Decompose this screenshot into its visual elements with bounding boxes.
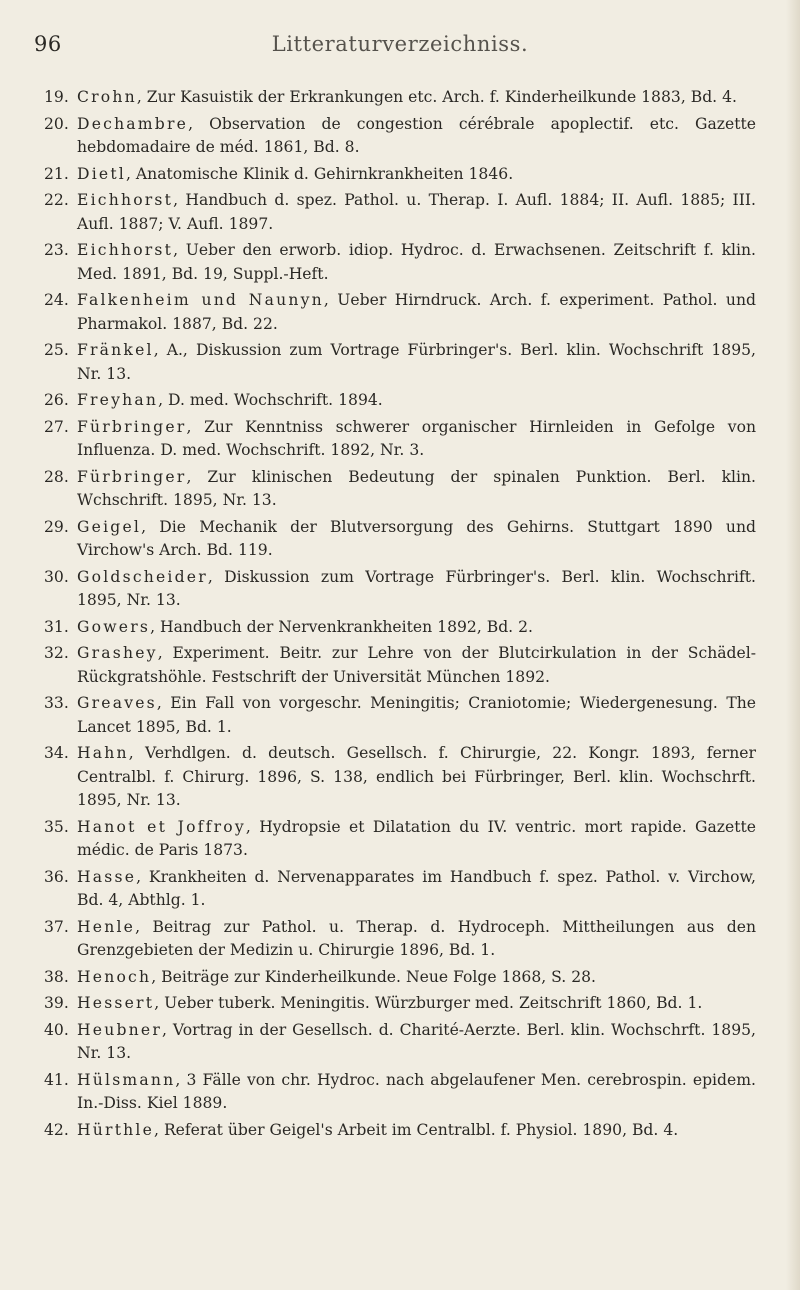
entry-number: 30. [44,567,69,586]
entry-author: Greaves [77,694,157,713]
entry-number: 29. [44,517,69,536]
entry-text: , Ein Fall von vorgeschr. Meningitis; Craniotomie; Wiedergenesung. The Lancet 1895, Bd. 1. [77,694,756,736]
entry-text: , Anatomische Klinik d. Gehirnkrankheiten 1846. [125,164,514,183]
entry-number: 35. [44,817,69,836]
entry-number: 24. [44,291,69,310]
entry-number: 22. [44,191,69,210]
entry-author: Fürbringer [77,417,187,436]
page-number: 96 [34,32,62,56]
bibliography-entry [44,1019,756,1066]
entry-number: 34. [44,744,69,763]
entry-text: , Referat über Geigel's Arbeit im Centralbl. f. Physiol. 1890, Bd. 4. [154,1120,679,1139]
bibliography-entry [44,339,756,386]
bibliography-entry [44,189,756,236]
running-title: Litteraturverzeichniss. [271,32,529,56]
entry-number: 33. [44,694,69,713]
bibliography-entry [44,816,756,863]
bibliography-entry [44,566,756,613]
entry-text: , Diskussion zum Vortrage Fürbringer's. Berl. klin. Wochschrift. 1895, Nr. 13. [77,567,756,610]
entry-number: 20. [44,114,69,133]
page-edge-shadow [786,0,800,1290]
entry-text: , 3 Fälle von chr. Hydroc. nach abgelaufener Men. cerebrospin. epidem. In.-Diss. Kiel 1889. [77,1070,756,1113]
entry-text: , Experiment. Beitr. zur Lehre von der Blutcirkulation in der Schädel-Rückgratshöhle. Festschrift der Universität München 1892. [77,644,756,686]
entry-number: 26. [44,391,69,410]
bibliography-entry [44,1119,756,1142]
bibliography-entry [44,416,756,463]
bibliography-entry [44,966,756,989]
bibliography-entry [44,642,756,689]
entry-number: 42. [44,1120,69,1139]
entry-author: Fränkel [77,341,154,360]
entry-author: Heubner [77,1020,162,1039]
entry-text: , Handbuch der Nervenkrankheiten 1892, Bd. 2. [150,617,533,636]
entry-author: Hürthle [77,1120,155,1139]
entry-text: , Beiträge zur Kinderheilkunde. Neue Folge 1868, S. 28. [151,967,596,986]
bibliography-entry [44,866,756,913]
bibliography-list [44,86,756,1146]
bibliography-entry [44,466,756,513]
entry-number: 37. [44,917,69,936]
entry-text: , Ueber Hirndruck. Arch. f. experiment. Pathol. und Pharmakol. 1887, Bd. 22. [77,291,756,333]
entry-number: 41. [44,1070,69,1089]
bibliography-entry [44,616,756,639]
entry-number: 28. [44,467,69,486]
page-header [0,32,800,72]
entry-number: 31. [44,617,69,636]
bibliography-entry [44,389,756,412]
entry-author: Henle [77,917,136,936]
bibliography-entry [44,1069,756,1116]
entry-text: , Observation de congestion cérébrale apoplectif. etc. Gazette hebdomadaire de méd. 1861, Bd. 8. [77,114,756,156]
entry-author: Henoch [77,967,152,986]
entry-author: Gowers [77,617,151,636]
entry-text: , Vortrag in der Gesellsch. d. Charité-Aerzte. Berl. klin. Wochschrft. 1895, Nr. 13. [77,1020,756,1063]
entry-number: 19. [44,88,69,106]
entry-author: Hasse [77,867,137,886]
entry-number: 40. [44,1020,69,1039]
entry-text: , Die Mechanik der Blutversorgung des Gehirns. Stuttgart 1890 und Virchow's Arch. Bd. 119. [77,517,756,560]
entry-text: , Zur Kasuistik der Erkrankungen etc. Arch. f. Kinderheilkunde 1883, Bd. 4. [136,88,737,106]
entry-author: Eichhorst [77,241,174,260]
bibliography-entry [44,516,756,563]
entry-number: 25. [44,341,69,360]
entry-text: , Beitrag zur Pathol. u. Therap. d. Hydroceph. Mittheilungen aus den Grenzgebieten der Medizin u. Chirurgie 1896, Bd. 1. [77,917,756,960]
bibliography-entry [44,113,756,160]
entry-number: 39. [44,994,69,1013]
entry-number: 32. [44,644,69,663]
entry-text: , Krankheiten d. Nervenapparates im Handbuch f. spez. Pathol. v. Virchow, Bd. 4, Abthlg. 1. [77,867,756,910]
entry-text: , Zur Kenntniss schwerer organischer Hirnleiden in Gefolge von Influenza. D. med. Wochschrift. 1892, Nr. 3. [77,417,756,460]
entry-author: Goldscheider [77,567,208,586]
entry-text: , Handbuch d. spez. Pathol. u. Therap. I. Aufl. 1884; II. Aufl. 1885; III. Aufl. 1887; V. Aufl. 1897. [77,191,756,233]
entry-author: Hanot et Joffroy [77,817,246,836]
entry-author: Eichhorst [77,191,174,210]
entry-number: 23. [44,241,69,260]
entry-number: 36. [44,867,69,886]
entry-author: Geigel [77,517,142,536]
entry-author: Freyhan [77,391,159,410]
bibliography-entry [44,163,756,186]
entry-author: Hessert [77,994,155,1013]
entry-author: Grashey [77,644,158,663]
entry-text: , A., Diskussion zum Vortrage Fürbringer's. Berl. klin. Wochschrift 1895, Nr. 13. [77,341,756,383]
entry-author: Hahn [77,744,129,763]
bibliography-entry [44,86,756,109]
entry-number: 38. [44,967,69,986]
entry-author: Hülsmann [77,1070,176,1089]
entry-text: , Ueber den erworb. idiop. Hydroc. d. Erwachsenen. Zeitschrift f. klin. Med. 1891, Bd. 19, Suppl.-Heft. [77,241,756,283]
bibliography-entry [44,692,756,739]
entry-number: 21. [44,164,69,183]
entry-text: , Verhdlgen. d. deutsch. Gesellsch. f. Chirurgie, 22. Kongr. 1893, ferner Centralbl. f. Chirurg. 1896, S. 138, endlich bei Fürbringer, Berl. klin. Wochschrft. 1895, Nr. 13. [77,744,756,810]
bibliography-entry [44,992,756,1015]
entry-author: Falkenheim und Naunyn [77,291,324,310]
entry-text: , Hydropsie et Dilatation du IV. ventric. mort rapide. Gazette médic. de Paris 1873. [77,817,756,860]
bibliography-entry [44,289,756,336]
bibliography-entry [44,916,756,963]
entry-text: , Ueber tuberk. Meningitis. Würzburger med. Zeitschrift 1860, Bd. 1. [154,994,703,1013]
entry-author: Dietl [77,164,126,183]
entry-author: Fürbringer [77,467,187,486]
bibliography-entry [44,742,756,812]
entry-number: 27. [44,417,69,436]
entry-text: , Zur klinischen Bedeutung der spinalen Punktion. Berl. klin. Wchschrift. 1895, Nr. 13. [77,467,756,510]
entry-author: Dechambre [77,114,189,133]
entry-text: , D. med. Wochschrift. 1894. [158,391,383,410]
bibliography-entry [44,239,756,286]
entry-author: Crohn [77,88,137,106]
